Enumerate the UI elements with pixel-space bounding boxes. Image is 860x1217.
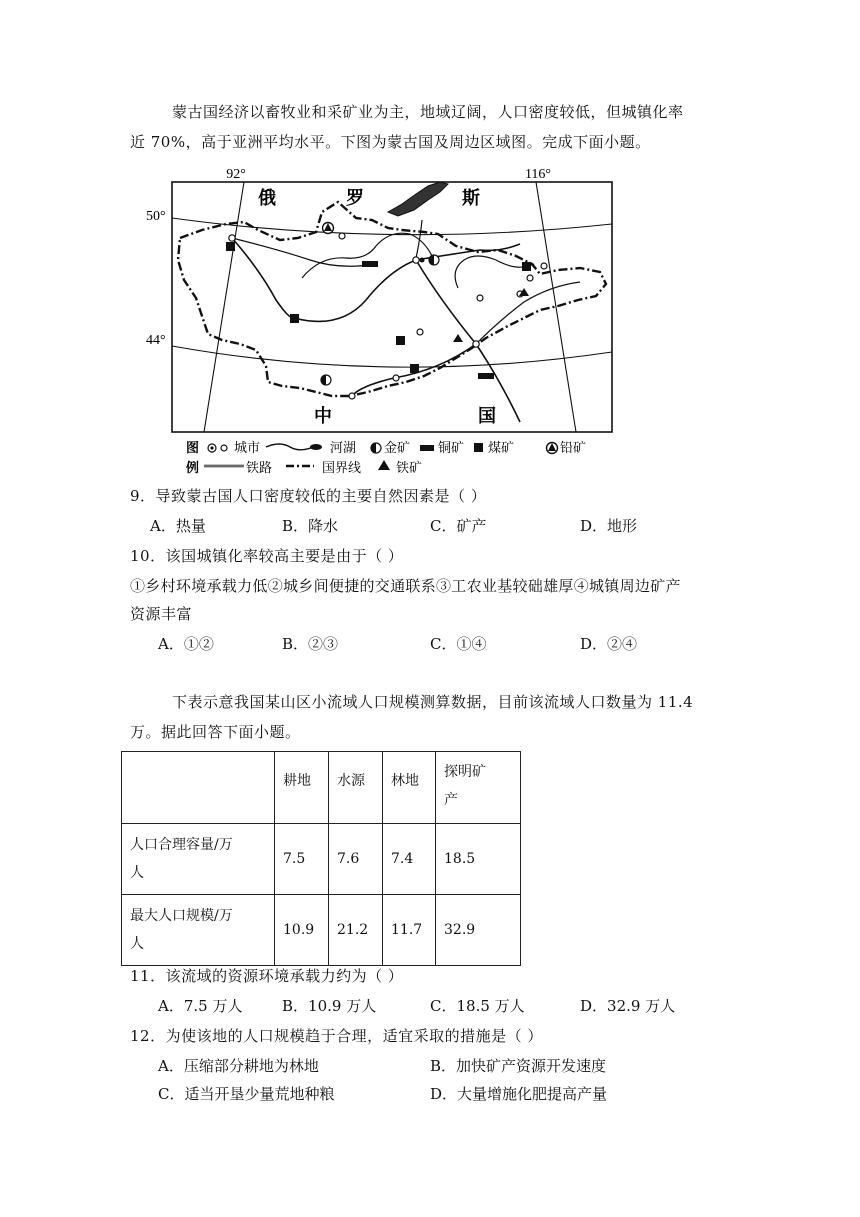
- map-legend: [186, 440, 586, 476]
- city-marker: [413, 257, 419, 263]
- q11-option-b[interactable]: B．10.9 万人: [282, 997, 377, 1015]
- q9-stem: 9．导致蒙古国人口密度较低的主要自然因素是（ ）: [130, 487, 487, 505]
- label-russia-2: 罗: [346, 188, 364, 209]
- q10-option-d[interactable]: D．②④: [580, 635, 638, 653]
- coal-mine-marker: [290, 314, 299, 323]
- label-russia-1: 俄: [258, 188, 276, 209]
- q12-stem: 12．为使该地的人口规模趋于合理，适宜采取的措施是（ ）: [130, 1027, 543, 1045]
- city-marker: [349, 393, 355, 399]
- table-header-row: [122, 752, 521, 824]
- q9-option-b[interactable]: B．降水: [282, 517, 339, 535]
- q11-option-c[interactable]: C．18.5 万人: [430, 997, 525, 1015]
- coal-mine-marker: [410, 364, 419, 373]
- coal-mine-marker: [396, 336, 405, 345]
- mongolia-region-map: [140, 160, 620, 480]
- header-mineral-line2: 产: [444, 792, 458, 808]
- q10-statements: ①乡村环境承载力低②城乡间便捷的交通联系③工农业基较础雄厚④城镇周边矿产: [130, 577, 681, 595]
- river-selenge: [302, 233, 432, 278]
- q11-stem: 11．该流域的资源环境承载力约为（ ）: [130, 967, 404, 985]
- gold-mine-marker: [321, 375, 331, 385]
- table-cell: 32.9: [436, 895, 521, 966]
- meridian-116: [536, 182, 576, 432]
- q12-option-b[interactable]: B．加快矿产资源开发速度: [430, 1057, 607, 1075]
- gold-mine-marker: [429, 255, 439, 265]
- intro1-line2: 近 70%，高于亚洲平均水平。下图为蒙古国及周边区域图。完成下面小题。: [130, 133, 651, 151]
- legend-gold-label: 金矿: [384, 441, 411, 456]
- legend-river-label: 河湖: [330, 441, 357, 456]
- label-china-2: 国: [478, 406, 496, 427]
- table-row-label: 最大人口规模/万 人: [122, 895, 275, 966]
- intro2-line1: 下表示意我国某山区小流域人口规模测算数据，目前该流域人口数量为 11.4: [172, 693, 694, 711]
- q9-option-a[interactable]: A．热量: [150, 517, 206, 535]
- q12-option-c[interactable]: C．适当开垦少量荒地种粮: [158, 1085, 335, 1103]
- table-cell: 7.6: [329, 824, 383, 895]
- legend-coal-icon: [474, 443, 483, 452]
- table-header-cell: 水源: [329, 752, 383, 824]
- table-row: [122, 824, 521, 895]
- table-cell: 10.9: [275, 895, 329, 966]
- legend-iron-label: 铁矿: [396, 461, 423, 476]
- table-row: [122, 895, 521, 966]
- table-header-cell: [122, 752, 275, 824]
- q10-option-b[interactable]: B．②③: [282, 635, 339, 653]
- city-marker: [393, 375, 399, 381]
- river-kherlen: [455, 256, 534, 288]
- q10-statements-cont: 资源丰富: [130, 605, 193, 623]
- city-marker: [339, 233, 345, 239]
- city-marker: [229, 235, 235, 241]
- q9-option-c[interactable]: C．矿产: [430, 517, 487, 535]
- header-mineral-line1: 探明矿: [444, 764, 486, 780]
- table-header-cell: 耕地: [275, 752, 329, 824]
- intro1-line1: 蒙古国经济以畜牧业和采矿业为主，地域辽阔，人口密度较低，但城镇化率: [172, 103, 684, 121]
- table-cell: 18.5: [436, 824, 521, 895]
- q10-stem: 10．该国城镇化率较高主要是由于（ ）: [130, 547, 404, 565]
- q10-option-c[interactable]: C．①④: [430, 635, 487, 653]
- label-russia-3: 斯: [462, 188, 480, 209]
- lat-label-50: 50°: [146, 209, 166, 224]
- table-cell: 7.4: [383, 824, 436, 895]
- table-cell: 7.5: [275, 824, 329, 895]
- table-row-label: 人口合理容量/万 人: [122, 824, 275, 895]
- legend-railway-label: 铁路: [246, 461, 273, 476]
- q11-option-d[interactable]: D．32.9 万人: [580, 997, 676, 1015]
- lon-label-92: 92°: [226, 167, 246, 182]
- table-cell: 11.7: [383, 895, 436, 966]
- legend-border-label: 国界线: [322, 461, 362, 476]
- legend-title-top: 图: [186, 441, 200, 456]
- copper-mine-marker: [362, 261, 378, 267]
- city-marker: [420, 258, 425, 263]
- q12-option-d[interactable]: D．大量增施化肥提高产量: [430, 1085, 608, 1103]
- iron-mine-marker: [453, 334, 463, 342]
- intro2-line2: 万。据此回答下面小题。: [130, 723, 301, 741]
- label-china-1: 中: [314, 406, 332, 427]
- legend-city-label: 城市: [234, 441, 261, 456]
- table-cell: 21.2: [329, 895, 383, 966]
- lead-mine-marker: [323, 223, 334, 234]
- table-header-cell: [436, 752, 521, 824]
- legend-iron-icon: [378, 460, 390, 470]
- railway-2: [416, 260, 520, 422]
- lon-label-116: 116°: [524, 167, 552, 182]
- city-marker: [417, 329, 423, 335]
- legend-gold-icon: [371, 443, 381, 453]
- city-marker: [541, 263, 547, 269]
- legend-coal-label: 煤矿: [488, 441, 515, 456]
- railway-4: [232, 238, 376, 266]
- coal-mine-marker: [226, 242, 235, 251]
- table-header-cell: 林地: [383, 752, 436, 824]
- railway-1: [232, 238, 520, 321]
- legend-river-icon: [266, 444, 316, 450]
- q10-option-a[interactable]: A．①②: [158, 635, 214, 653]
- parallel-44: [172, 346, 612, 367]
- copper-mine-marker: [478, 373, 494, 379]
- legend-copper-label: 铜矿: [438, 441, 465, 456]
- legend-lead-icon: [547, 443, 558, 454]
- city-marker: [527, 275, 533, 281]
- meridian-92: [204, 182, 244, 432]
- coal-mine-marker: [522, 262, 531, 271]
- q12-option-a[interactable]: A．压缩部分耕地为林地: [158, 1057, 319, 1075]
- lat-label-44: 44°: [146, 333, 166, 348]
- legend-title-bottom: 例: [186, 461, 200, 476]
- legend-lead-label: 铅矿: [560, 441, 587, 456]
- q9-option-d[interactable]: D．地形: [580, 517, 638, 535]
- lake-baikal: [388, 182, 448, 216]
- city-marker: [473, 341, 479, 347]
- city-marker: [477, 295, 483, 301]
- q11-option-a[interactable]: A．7.5 万人: [158, 997, 243, 1015]
- legend-copper-icon: [420, 445, 434, 451]
- population-data-table: [121, 751, 521, 966]
